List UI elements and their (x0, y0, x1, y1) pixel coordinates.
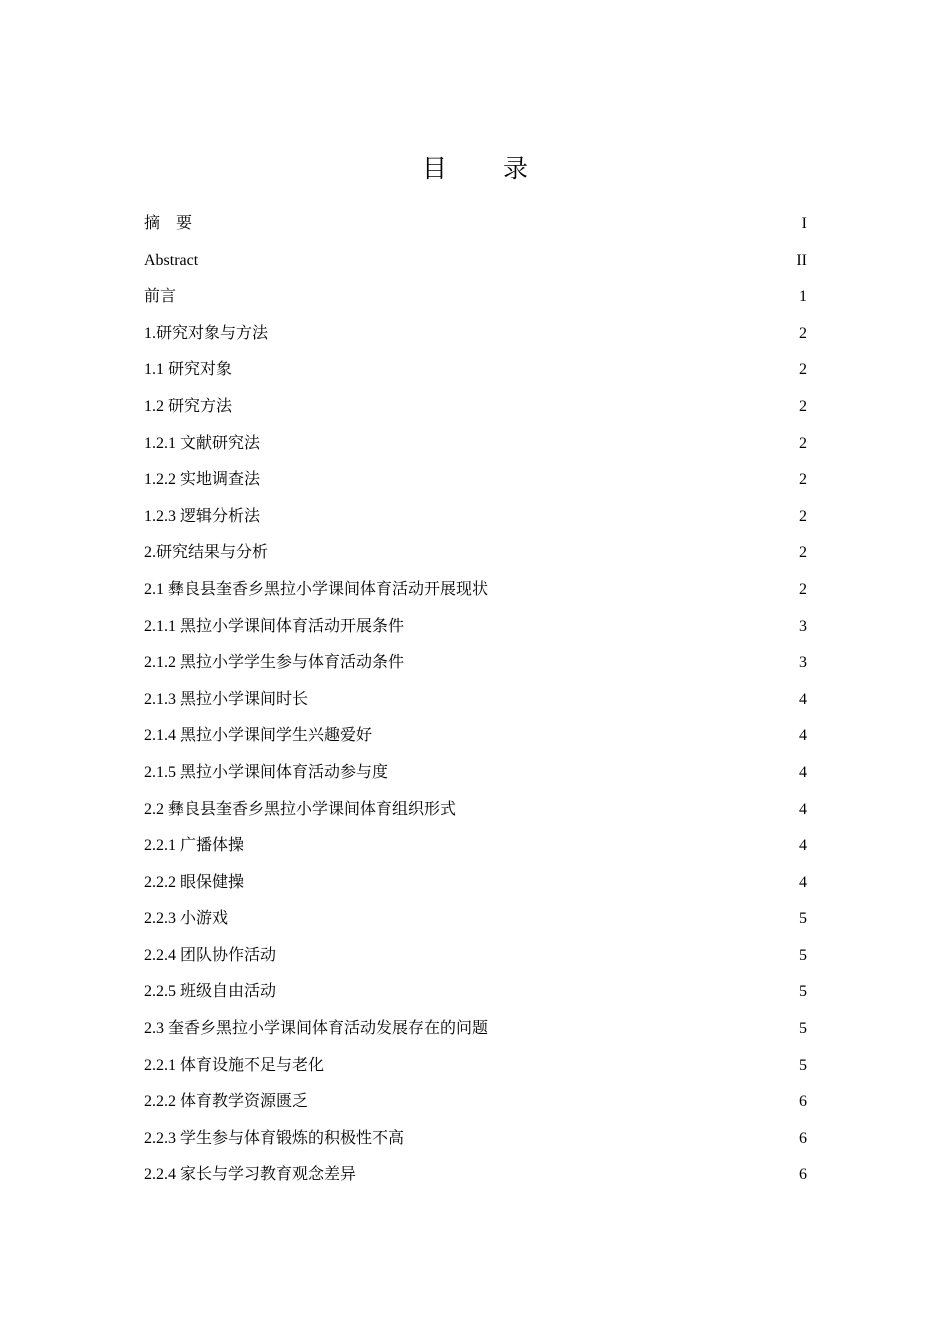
toc-entry[interactable] (144, 316, 807, 353)
toc-entry-label: 2.1.3 黑拉小学课间时长 (144, 690, 309, 708)
toc-entry-page: 4 (799, 837, 807, 855)
toc-entry[interactable] (144, 609, 807, 646)
toc-entry-label: 1.研究对象与方法 (144, 324, 269, 342)
toc-entry[interactable] (144, 1048, 807, 1085)
toc-entry-page: 5 (799, 1056, 807, 1074)
toc-entry[interactable] (144, 828, 807, 865)
toc-entry-page: 5 (799, 946, 807, 964)
toc-entry-page: 2 (799, 544, 807, 562)
toc-entry-label: 2.1.2 黑拉小学学生参与体育活动条件 (144, 654, 405, 672)
toc-entry-label: 2.2 彝良县奎香乡黑拉小学课间体育组织形式 (144, 800, 457, 818)
toc-entry-page: 5 (799, 983, 807, 1001)
toc-entry-label: 2.1.1 黑拉小学课间体育活动开展条件 (144, 617, 405, 635)
toc-entry-page: 5 (799, 910, 807, 928)
toc-entry-page: 3 (799, 654, 807, 672)
toc-entry-label: 1.2.3 逻辑分析法 (144, 507, 261, 525)
toc-entry-label: 前言 (144, 288, 177, 306)
toc-entry-page: 4 (799, 690, 807, 708)
toc-entry[interactable] (144, 389, 807, 426)
toc-entry-page: 5 (799, 1020, 807, 1038)
table-of-contents (144, 206, 807, 1194)
toc-entry-page: 2 (799, 361, 807, 379)
toc-entry-label: 1.1 研究对象 (144, 361, 233, 379)
toc-entry[interactable] (144, 682, 807, 719)
toc-entry-page: 3 (799, 617, 807, 635)
toc-entry-label: 2.2.5 班级自由活动 (144, 983, 277, 1001)
toc-entry-page: 2 (799, 434, 807, 452)
toc-entry[interactable] (144, 1011, 807, 1048)
toc-entry-page: I (801, 215, 807, 232)
toc-entry[interactable] (144, 206, 807, 243)
toc-entry-page: 6 (799, 1093, 807, 1111)
toc-entry-page: 4 (799, 800, 807, 818)
toc-entry[interactable] (144, 572, 807, 609)
toc-entry-label: Abstract (144, 251, 199, 269)
toc-entry-label: 2.3 奎香乡黑拉小学课间体育活动发展存在的问题 (144, 1020, 489, 1038)
toc-entry-page: 6 (799, 1129, 807, 1147)
toc-entry-label: 2.2.4 团队协作活动 (144, 946, 277, 964)
toc-entry-page: 2 (799, 507, 807, 525)
toc-entry-label: 1.2.1 文献研究法 (144, 434, 261, 452)
toc-entry[interactable] (144, 901, 807, 938)
toc-entry-page: 1 (799, 288, 807, 306)
toc-entry-label: 2.2.2 体育教学资源匮乏 (144, 1093, 309, 1111)
toc-entry-page: 4 (799, 873, 807, 891)
toc-entry-page: II (796, 251, 807, 269)
toc-entry-page: 2 (799, 397, 807, 415)
toc-entry[interactable] (144, 499, 807, 536)
toc-entry[interactable] (144, 1084, 807, 1121)
toc-entry[interactable] (144, 352, 807, 389)
toc-entry[interactable] (144, 645, 807, 682)
toc-entry[interactable] (144, 755, 807, 792)
toc-entry-page: 6 (799, 1166, 807, 1184)
toc-entry-label: 2.研究结果与分析 (144, 544, 269, 562)
toc-entry-label: 2.1.5 黑拉小学课间体育活动参与度 (144, 763, 389, 781)
toc-entry-label: 2.1 彝良县奎香乡黑拉小学课间体育活动开展现状 (144, 580, 489, 598)
toc-entry-label: 摘 要 (144, 215, 193, 232)
toc-entry[interactable] (144, 243, 807, 280)
toc-entry-page: 4 (799, 727, 807, 745)
toc-entry-page: 2 (799, 324, 807, 342)
toc-entry[interactable] (144, 718, 807, 755)
toc-entry[interactable] (144, 1157, 807, 1194)
toc-entry[interactable] (144, 462, 807, 499)
page-title: 目 录 (422, 153, 552, 183)
toc-entry[interactable] (144, 426, 807, 463)
toc-entry[interactable] (144, 865, 807, 902)
toc-entry-label: 2.2.4 家长与学习教育观念差异 (144, 1166, 357, 1184)
toc-entry-page: 4 (799, 763, 807, 781)
toc-entry-label: 1.2.2 实地调查法 (144, 471, 261, 489)
toc-entry-label: 2.2.1 广播体操 (144, 837, 245, 855)
toc-entry[interactable] (144, 792, 807, 829)
toc-entry-label: 2.2.3 学生参与体育锻炼的积极性不高 (144, 1129, 405, 1147)
toc-entry-label: 2.2.1 体育设施不足与老化 (144, 1056, 325, 1074)
toc-entry-page: 2 (799, 580, 807, 598)
toc-entry-page: 2 (799, 471, 807, 489)
toc-entry[interactable] (144, 1121, 807, 1158)
toc-entry[interactable] (144, 974, 807, 1011)
toc-entry-label: 2.2.3 小游戏 (144, 910, 229, 928)
toc-entry[interactable] (144, 279, 807, 316)
toc-entry-label: 2.1.4 黑拉小学课间学生兴趣爱好 (144, 727, 373, 745)
toc-entry-label: 2.2.2 眼保健操 (144, 873, 245, 891)
toc-entry[interactable] (144, 938, 807, 975)
toc-entry-label: 1.2 研究方法 (144, 397, 233, 415)
toc-entry[interactable] (144, 535, 807, 572)
